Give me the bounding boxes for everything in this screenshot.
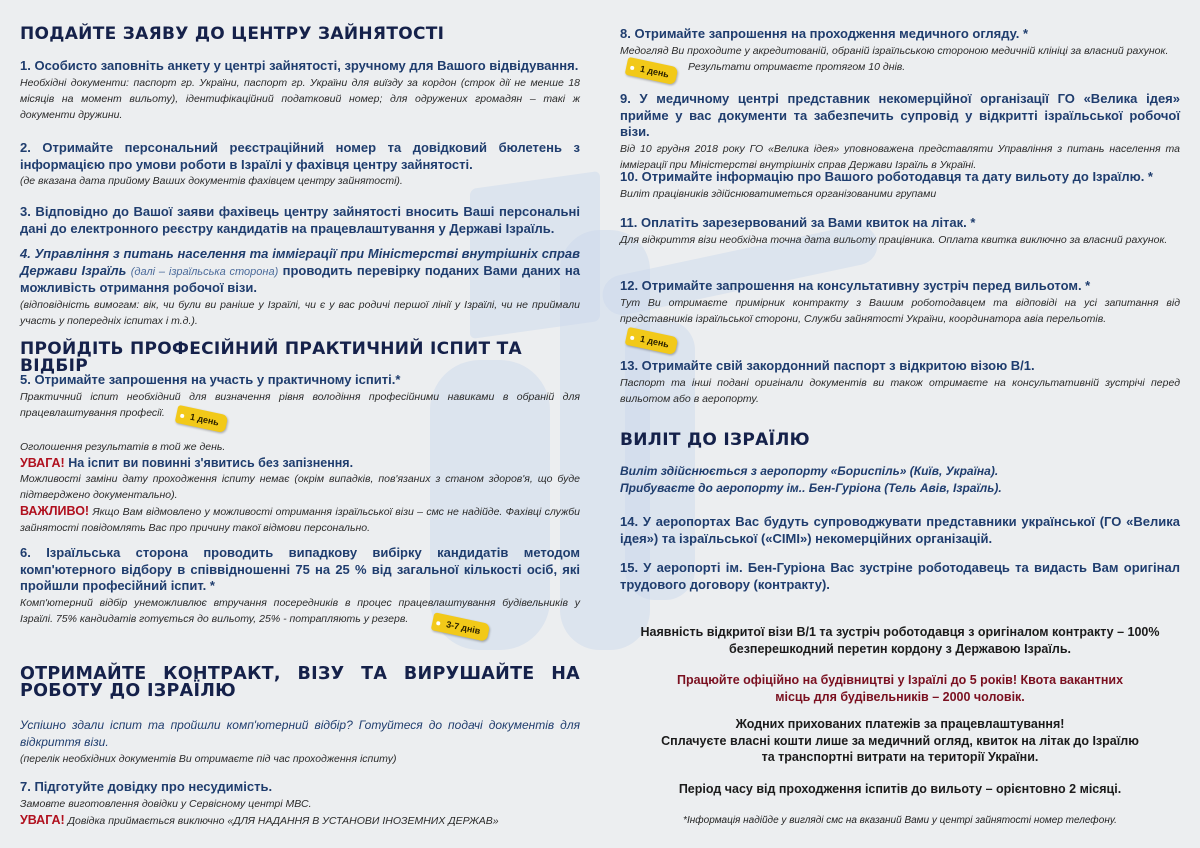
step-title: 13. Отримайте свій закордонний паспорт з відкритою візою В/1. xyxy=(620,358,1035,373)
step-title-part: 4. Управління з питань населення та імміграції при Міністерстві внутрішніх справ Держави Ізраїль xyxy=(20,246,580,278)
step-note: Замовте виготовлення довідки у Сервісному центрі МВС. xyxy=(20,797,312,810)
step-title-paren: (далі – ізраїльська сторона) xyxy=(130,265,279,278)
step-3 xyxy=(20,204,580,237)
step-title: 2. Отримайте персональний реєстраційний номер та довідковий бюлетень з інформацією про умови роботи в Ізраїлі у фахівця центру зайнятості. xyxy=(20,140,580,172)
payment-info xyxy=(620,716,1180,766)
step-note: Медогляд Ви проходите у акредитованій, обраній ізраїльською стороною медичній клініці за власний рахунок. xyxy=(620,44,1169,57)
step-8 xyxy=(620,26,1180,75)
step-title: 7. Підготуйте довідку про несудимість. xyxy=(20,779,273,794)
step-title: 6. Ізраїльська сторона проводить випадкову вибірку кандидатів методом комп'ютерного відбору в співвідношенні 75 на 25 % від загальної кількості осіб, які пройшли професійний іспит. * xyxy=(20,545,580,593)
step-7 xyxy=(20,779,580,829)
step-14 xyxy=(620,514,1180,547)
payment-line: Сплачуєте власні кошти лише за медичний огляд, квиток на літак до Ізраїлю xyxy=(661,733,1139,748)
flight-departure: Виліт здійснюється з аеропорту «Бориспіль» (Київ, Україна). xyxy=(620,464,999,478)
guarantee-line: безперешкодний перетин кордону з Державою Ізраїль. xyxy=(729,641,1071,656)
warning-label: УВАГА! xyxy=(20,812,65,827)
step-title: 12. Отримайте запрошення на консультативну зустріч перед вильотом. * xyxy=(620,278,1091,293)
step-title: 8. Отримайте запрошення на проходження медичного огляду. * xyxy=(620,26,1029,41)
intro-note: (перелік необхідних документів Ви отримаєте під час проходження іспиту) xyxy=(20,753,397,765)
warning-text: Довідка приймається виключно «ДЛЯ НАДАННЯ В УСТАНОВИ ІНОЗЕМНИХ ДЕРЖАВ» xyxy=(67,814,499,827)
step-note: Комп'ютерний відбір унеможливлює втручання посередників в процес працевлаштування будівельників у Ізраїлі. 75% кандидатів готується до вильоту, 25% - потрапляють у резерв. xyxy=(20,596,580,625)
step-note: Тут Ви отримаєте примірник контракту з Вашим роботодавцем та відповіді на усі запитання від представників ізраїльської сторони, Служби зайнятості України, координатора авіа перельотів. xyxy=(620,296,1180,325)
step-note: (відповідність вимогам: вік, чи були ви раніше у Ізраїлі, чи є у вас родичі першої лінії у Ізраїлі, чи не приймали участь у попередніх іспитах і т.д.). xyxy=(20,298,580,327)
step-note: Необхідні документи: паспорт гр. України, паспорт гр. України для виїзду за кордон (строк дії не менше 18 місяців на момент вильоту), ідентифікаційний податковий номер; для одружених громадян – такі ж документи дружини. xyxy=(20,76,580,121)
step-title: 9. У медичному центрі представник некомерційної організації ГО «Велика ідея» прийме у вас документи та забезпечить супровід у відкритті ізраїльської робочої візи. xyxy=(620,91,1180,139)
timeline-info: Період часу від проходження іспитів до вильоту – орієнтовно 2 місяці. xyxy=(678,782,1122,796)
section-heading-contract: ОТРИМАЙТЕ КОНТРАКТ, ВІЗУ ТА ВИРУШАЙТЕ НА РОБОТУ ДО ІЗРАЇЛЮ xyxy=(20,664,580,701)
step-2 xyxy=(20,140,580,189)
step-note: Від 10 грудня 2018 року ГО «Велика ідея» уповноважена представляти Управління з питань населення та імміграції при Міністерстві внутрішніх справ Держави Ізраїль в Україні. xyxy=(620,142,1180,171)
step-title: 10. Отримайте інформацію про Вашого роботодавця та дату вильоту до Ізраїлю. * xyxy=(620,169,1153,184)
important-label: ВАЖЛИВО! xyxy=(20,504,90,518)
step-note: Паспорт та інші подані оригінали документів ви також отримаєте на консультативній зустрічі перед вильотом або в аеропорту. xyxy=(620,376,1180,405)
step-11 xyxy=(620,215,1180,248)
step-title: 14. У аеропортах Вас будуть супроводжувати представники української (ГО «Велика ідея») та ізраїльської («СІМІ») некомерційних організацій. xyxy=(620,514,1180,546)
quota-info xyxy=(620,672,1180,705)
visa-intro xyxy=(20,717,580,767)
duration-tag: 1 день xyxy=(625,327,679,355)
quota-line: місць для будівельників – 2000 чоловік. xyxy=(775,689,1025,704)
step-results: Результати отримаєте протягом 10 днів. xyxy=(688,60,906,73)
step-12 xyxy=(620,278,1180,327)
guarantee-line: Наявність відкритої візи В/1 та зустріч роботодавця з оригіналом контракту – 100% xyxy=(640,625,1160,639)
step-title-part: проводить перевірку поданих Вами даних на можливість отримання робочої візи. xyxy=(20,262,580,295)
intro-text: Успішно здали іспит та пройшли комп'ютерний відбір? Готуйтеся до подачі документів для відкриття візи. xyxy=(20,718,580,749)
visa-guarantee xyxy=(620,624,1180,657)
step-15 xyxy=(620,560,1180,593)
quota-line: Працюйте офіційно на будівництві у Ізраїлі до 5 років! Квота вакантних xyxy=(676,673,1124,687)
step-6 xyxy=(20,545,580,627)
payment-line: та транспортні витрати на території України. xyxy=(761,750,1039,764)
section-heading-apply: ПОДАЙТЕ ЗАЯВУ ДО ЦЕНТРУ ЗАЙНЯТОСТІ xyxy=(20,24,445,44)
footnote: *Інформація надійде у вигляді смс на вказаний Вами у центрі зайнятості номер телефону. xyxy=(683,815,1117,826)
step-title: 3. Відповідно до Вашої заяви фахівець центру зайнятості вносить Ваші персональні дані до електронного реєстру кандидатів на працевлаштування у Державі Ізраїль. xyxy=(20,204,580,236)
step-title: 15. У аеропорті ім. Бен-Гуріона Вас зустріне роботодавець та видасть Вам оригінал трудового договору (контракту). xyxy=(620,560,1180,592)
warning-label: УВАГА! xyxy=(20,455,65,470)
payment-line: Жодних прихованих платежів за працевлаштування! xyxy=(735,717,1065,731)
step-note: Виліт працівників здійснюватиметься організованими групами xyxy=(620,187,937,200)
flight-info xyxy=(620,463,1180,497)
step-title: 5. Отримайте запрошення на участь у практичному іспиті.* xyxy=(20,372,401,387)
duration-tag: 3-7 днів xyxy=(431,612,490,641)
step-1 xyxy=(20,58,580,123)
step-title: 1. Особисто заповніть анкету у центрі зайнятості, зручному для Вашого відвідування. xyxy=(20,58,579,73)
section-heading-flight: ВИЛІТ ДО ІЗРАЇЛЮ xyxy=(620,430,810,450)
step-title: 11. Оплатіть зарезервований за Вами квиток на літак. * xyxy=(620,215,976,230)
step-10 xyxy=(620,169,1180,202)
section-heading-exam: ПРОЙДІТЬ ПРОФЕСІЙНИЙ ПРАКТИЧНИЙ ІСПИТ ТА ВІДБІР xyxy=(20,339,522,376)
step-9 xyxy=(620,91,1180,173)
flight-arrival: Прибуваєте до аеропорту ім.. Бен-Гуріона (Тель Авів, Ізраїль). xyxy=(620,481,1002,495)
step-note: Практичний іспит необхідний для визначення рівня володіння професійними навиками в обраній для працевлаштування професії. xyxy=(20,390,580,419)
step-5 xyxy=(20,372,580,536)
important-text: Якщо Вам відмовлено у можливості отримання ізраїльської візи – смс не надійде. Фахівці служби зайнятості повідомлять Вас про причину такої відмови персонально. xyxy=(20,506,581,534)
step-results: Оголошення результатів в той же день. xyxy=(20,440,226,453)
step-4 xyxy=(20,246,580,329)
warning-text: На іспит ви повинні з'явитись без запізнення. xyxy=(68,455,354,470)
step-note: Для відкриття візи необхідна точна дата вильоту працівника. Оплата квитка виключно за власний рахунок. xyxy=(620,233,1168,246)
step-note: (де вказана дата прийому Ваших документів фахівцем центру зайнятості). xyxy=(20,175,403,187)
step-13 xyxy=(620,358,1180,407)
duration-tag: 1 день xyxy=(175,405,229,433)
step-note: Можливості заміни дату проходження іспиту немає (окрім випадків, пов'язаних з станом здоров'я, що буде підтверджено документально). xyxy=(20,473,580,501)
duration-tag: 1 день xyxy=(625,57,679,85)
